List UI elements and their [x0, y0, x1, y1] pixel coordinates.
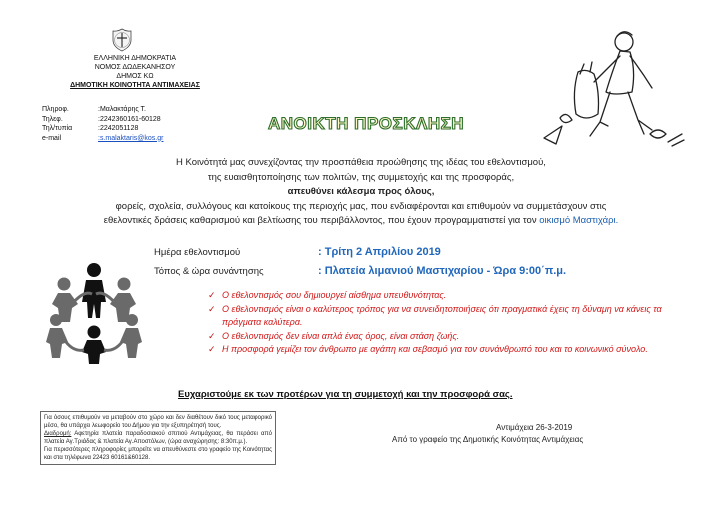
note-line: Για περισσότερες πληροφορίες μπορείτε να απευθύνεστε στο γραφείο της Κοινότητας και στα τηλέφωνα 22423 60161&60128. — [44, 447, 272, 461]
contact-row: Τηλ/τυπία :2242051128 — [42, 125, 139, 132]
intro-line: φορείς, σχολεία, συλλόγους και κατοίκους της περιοχής μας, που ενδιαφέρονται και επιθυμούν να συμμετάσχουν στις — [115, 200, 607, 212]
checkmark-icon: ✓ — [208, 330, 216, 341]
header-line-2: ΝΟΜΟΣ ΔΩΔΕΚΑΝΗΣΟΥ — [94, 64, 176, 71]
list-item: ✓ Ο εθελοντισμός δεν είναι απλά ένας όρος, είναι στάση ζωής. — [208, 330, 678, 344]
issuing-office: Από το γραφείο της Δημοτικής Κοινότητας Αντιμάχειας — [392, 435, 584, 444]
thanks-line: Ευχαριστούμε εκ των προτέρων για τη συμμετοχή και την προσφορά σας. — [178, 389, 513, 400]
benefits-list — [208, 289, 678, 357]
intro-line: εθελοντικές δράσεις καθαρισμού και βελτίωσης του περιβάλλοντος, που έχουν προγραμματιστεί για τον οικισμό Μαστιχάρι. — [103, 215, 619, 226]
coat-of-arms-icon — [111, 28, 133, 52]
intro-line: της ευαισθητοποίησης των πολιτών, της συμμετοχής και της προσφοράς, — [207, 171, 515, 183]
contact-block — [42, 105, 163, 143]
list-item: ✓ Ο εθελοντισμός είναι ο καλύτερος τρόπος για να συνειδητοποιήσεις ότι πραγματικά έχεις τη δύναμη να κάνεις τα πράγματα καλύτερα. — [208, 303, 678, 330]
header-line-1: ΕΛΛΗΝΙΚΗ ΔΗΜΟΚΡΑΤΙΑ — [93, 55, 177, 62]
email-link[interactable]: :s.malaktaris@kos.gr — [98, 134, 164, 142]
invitation-text — [36, 156, 686, 229]
checkmark-icon: ✓ — [208, 290, 216, 300]
contact-row: Πληροφ. :Μαλακτάρης Τ. — [42, 106, 146, 113]
place-value: : Πλατεία λιμανιού Μαστιχαρίου - Ώρα 9:00΄π.μ. — [318, 265, 567, 277]
day-label: Ημέρα εθελοντισμού — [154, 247, 241, 258]
intro-line: Η Κοινότητά μας συνεχίζοντας την προσπάθεια προώθησης της ιδέας του εθελοντισμού, — [176, 157, 546, 168]
contact-row: Τηλεφ. :2242360161-60128 — [42, 115, 161, 123]
contact-row: e-mail :s.malaktaris@kos.gr — [42, 134, 164, 142]
place-label: Τόπος & ώρα συνάντησης — [154, 266, 264, 277]
letterhead — [40, 54, 230, 90]
volunteer-cleanup-illustration — [540, 22, 690, 150]
intro-callout: απευθύνει κάλεσμα προς όλους, — [287, 186, 435, 197]
list-item: ✓ Ο εθελοντισμός σου δημιουργεί αίσθημα υπευθυνότητας. — [208, 289, 678, 303]
checkmark-icon: ✓ — [208, 344, 216, 354]
checkmark-icon: ✓ — [208, 303, 216, 314]
header-community: ΔΗΜΟΤΙΚΗ ΚΟΙΝΟΤΗΤΑ ΑΝΤΙΜΑΧΕΙΑΣ — [70, 82, 200, 89]
transport-note-box — [40, 411, 276, 465]
issue-date: Αντιμάχεια 26-3-2019 — [496, 423, 573, 432]
location-highlight: οικισμό Μαστιχάρι. — [539, 215, 619, 226]
people-circle-icon — [44, 260, 144, 364]
list-item: ✓ Η προσφορά γεμίζει τον άνθρωπο με αγάπη και σεβασμό για τον συνάνθρωπό του και το κοινωνικό σύνολο. — [208, 343, 678, 357]
route-label: Διαδρομή: — [44, 431, 72, 437]
note-line: Για όσους επιθυμούν να μεταβούν στο χώρο και δεν διαθέτουν δικό τους μεταφορικό μέσο, θα υπάρχει λεωφορείο του Δήμου για την εξυπηρέτησή τους. — [44, 415, 272, 429]
page-title: ΑΝΟΙΚΤΗ ΠΡΟΣΚΛΗΣΗ — [268, 114, 465, 133]
header-line-3: ΔΗΜΟΣ ΚΩ — [116, 73, 154, 80]
day-value: : Τρίτη 2 Απριλίου 2019 — [318, 246, 441, 258]
note-line: Διαδρομή: Αφετηρία πλατεία παραδοσιακού σπιτιού Αντιμάχειας, θα περάσει από πλατεία Αγ.Τριάδας & πλατεία Αγ.Αποστόλων, (ώρα αναχώρησης: 8:30π.μ.). — [44, 431, 272, 445]
